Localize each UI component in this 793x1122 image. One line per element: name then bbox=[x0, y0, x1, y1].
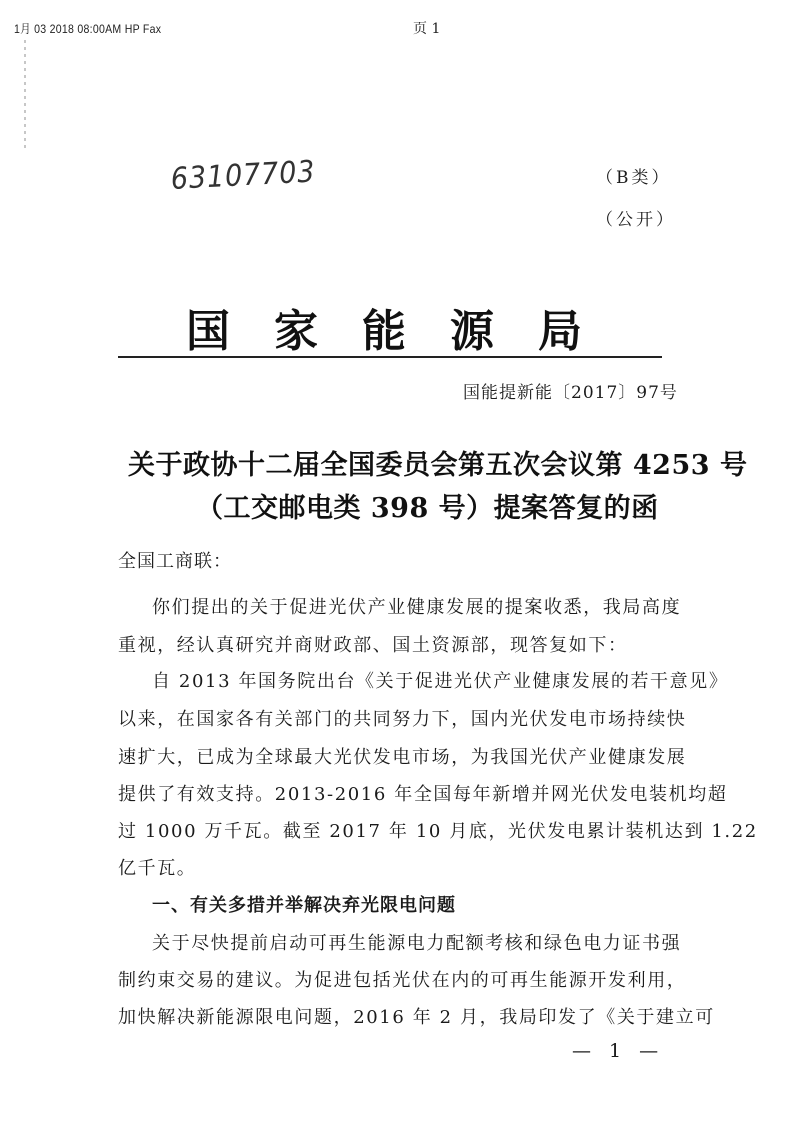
handwritten-number: 63107703 bbox=[170, 154, 317, 197]
disclosure-label: （公开） bbox=[596, 210, 676, 230]
body-line: 自 2013 年国务院出台《关于促进光伏产业健康发展的若干意见》 bbox=[152, 671, 729, 692]
page-number: — 1 — bbox=[572, 1040, 665, 1062]
body-line: 亿千瓦。 bbox=[118, 858, 197, 879]
section-line: 加快解决新能源限电问题，2016 年 2 月，我局印发了《关于建立可 bbox=[118, 1007, 715, 1028]
agency-name: 国家能源局 bbox=[186, 306, 626, 357]
section-line: 制约束交易的建议。为促进包括光伏在内的可再生能源开发利用， bbox=[118, 970, 687, 991]
fax-page-label: 页 1 bbox=[413, 21, 441, 37]
fax-header: 1月 03 2018 08:00AM HP Fax bbox=[14, 22, 162, 36]
header-divider bbox=[118, 356, 662, 358]
body-line: 以来，在国家各有关部门的共同努力下，国内光伏发电市场持续快 bbox=[118, 709, 687, 730]
body-line: 重视，经认真研究并商财政部、国土资源部，现答复如下： bbox=[118, 635, 628, 656]
body-line: 速扩大，已成为全球最大光伏发电市场，为我国光伏产业健康发展 bbox=[118, 747, 687, 768]
document-title-line-2: （工交邮电类 398 号）提案答复的函 bbox=[196, 493, 659, 524]
document-title-line-1: 关于政协十二届全国委员会第五次会议第 4253 号 bbox=[128, 450, 748, 481]
scan-artifact bbox=[24, 40, 26, 150]
section-line: 关于尽快提前启动可再生能源电力配额考核和绿色电力证书强 bbox=[152, 933, 682, 954]
classification-label: （B类） bbox=[596, 168, 672, 188]
body-line: 提供了有效支持。2013-2016 年全国每年新增并网光伏发电装机均超 bbox=[118, 784, 728, 805]
body-line: 你们提出的关于促进光伏产业健康发展的提案收悉，我局高度 bbox=[152, 597, 682, 618]
recipient: 全国工商联： bbox=[118, 551, 232, 572]
section-heading: 一、有关多措并举解决弃光限电问题 bbox=[152, 895, 456, 916]
document-number: 国能提新能〔2017〕97号 bbox=[463, 383, 678, 403]
body-line: 过 1000 万千瓦。截至 2017 年 10 月底，光伏发电累计装机达到 1.22 bbox=[118, 821, 758, 842]
